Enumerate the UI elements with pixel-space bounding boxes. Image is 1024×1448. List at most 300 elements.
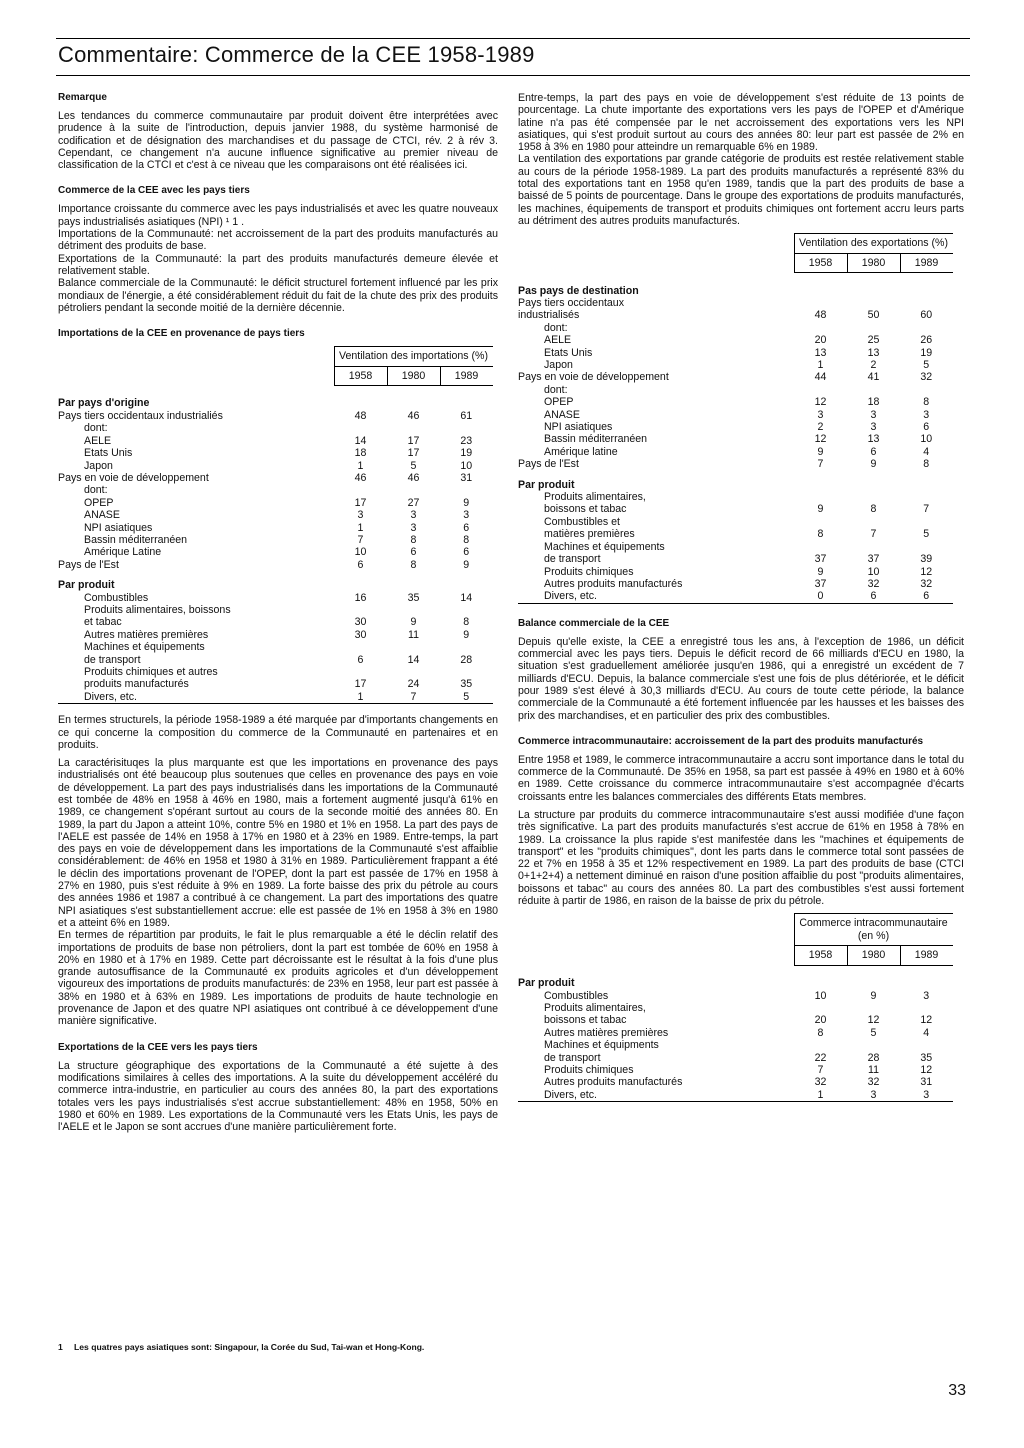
table-row: [518, 322, 953, 334]
table-cell: 14: [460, 591, 473, 604]
table-cell: 41: [867, 371, 880, 384]
table-cell: [794, 965, 847, 989]
table-cell: 12: [920, 1063, 933, 1076]
table-year-header: 1989: [440, 366, 493, 385]
table-row-label: NPI asiatiques: [84, 521, 153, 534]
table-row: [518, 528, 953, 540]
table-cell: 5: [923, 359, 930, 372]
table-cell: 0: [794, 590, 847, 603]
table-section-heading: Pas pays de destination: [518, 284, 639, 297]
table-cell: 7: [387, 691, 440, 704]
table-cell: 23: [460, 434, 473, 447]
table-cell: [440, 641, 493, 653]
table-cell: [334, 604, 387, 616]
table-row: [518, 396, 953, 408]
table-cell: 6: [357, 558, 364, 571]
table-row: [58, 484, 493, 496]
intra-table: [518, 913, 953, 1102]
table-row-label: Autres matières premières: [84, 628, 209, 641]
table-row: [518, 578, 953, 590]
table-row: [58, 497, 493, 509]
table-row-label: Bassin méditerranéen: [544, 433, 648, 446]
table-cell: [847, 273, 900, 297]
table-cell: 14: [407, 653, 420, 666]
table-row-label: Combustibles: [84, 591, 149, 604]
table-row: [58, 410, 493, 422]
table-year-header: 1980: [847, 946, 900, 965]
table-cell: [900, 322, 953, 334]
table-cell: [440, 604, 493, 616]
table-cell: 5: [410, 459, 417, 472]
table-cell: 20: [814, 1014, 827, 1027]
table-year-header: 1989: [900, 946, 953, 965]
table-cell: [440, 484, 493, 496]
table-cell: [387, 579, 440, 591]
table-cell: 32: [867, 1076, 880, 1089]
table-row: [58, 435, 493, 447]
table-row-label: ANASE: [544, 408, 580, 421]
table-row: [58, 422, 493, 434]
table-row-label: Produits chimiques et autres: [84, 666, 218, 678]
table-cell: [387, 385, 440, 409]
table-row: [518, 516, 953, 528]
table-row-label: Autres produits manufacturés: [544, 1076, 683, 1089]
table-cell: 3: [923, 408, 930, 421]
table-row-label: matières premières: [544, 528, 635, 541]
table-row: [58, 546, 493, 558]
table-row-label: OPEP: [544, 396, 574, 409]
table-cell: 6: [847, 590, 900, 603]
table-cell: 9: [817, 565, 824, 578]
imports-paragraph-3: En termes de répartition par produits, le fait le plus remarquable a été le déclin relatif des importations de produits de base non pétroliers, dont la part est tombée de 60% en 1958 à 20% en 1980 et à 17% en 1989. Cette part décroissante est le résultat à la fois d'une plus grande autosuffisance de la Communauté ex produits agricoles et d'un développement vigoureux des importations de produits manufacturés: de 23% en 1958, leur part est passée à 38% en 1980 et à 63% en 1989. Les importations de produits de haute technologie en provenance de Japon et des quatre NPI asiatiques ont contribué à ce développement d'une manière significative.: [58, 929, 498, 1028]
table-cell: 3: [870, 408, 877, 421]
table-row-label: Combustibles: [544, 989, 609, 1002]
table-row: [58, 604, 493, 616]
table-row-label: Pays en voie de développement: [518, 371, 669, 384]
table-cell: 8: [463, 533, 470, 546]
footnote-mark: 1: [58, 1342, 63, 1352]
table-cell: [334, 666, 387, 678]
table-cell: 1: [794, 1089, 847, 1102]
table-cell: 3: [357, 509, 364, 522]
table-cell: 6: [900, 590, 953, 603]
table-cell: [334, 385, 387, 409]
table-row: [58, 666, 493, 678]
table-row-label: Produits alimentaires, boissons: [84, 603, 231, 616]
table-row-label: Autres matières premières: [544, 1026, 669, 1039]
table-row-label: NPI asiatiques: [544, 421, 613, 434]
table-row: [518, 566, 953, 578]
left-column: [58, 92, 498, 1139]
table-cell: [440, 385, 493, 409]
table-cell: 6: [463, 521, 470, 534]
table-cell: [900, 297, 953, 309]
table-cell: 37: [814, 577, 827, 590]
table-cell: 37: [814, 553, 827, 566]
table-cell: 10: [814, 989, 827, 1002]
table-row-label: dont:: [544, 383, 568, 396]
table-cell: [847, 541, 900, 553]
table-cell: 50: [867, 309, 880, 322]
table-row: [518, 1052, 953, 1064]
table-cell: [794, 491, 847, 503]
table-cell: [794, 273, 847, 297]
table-year-header: 1989: [900, 253, 953, 272]
table-cell: [794, 1002, 847, 1014]
table-row-label: Produits alimentaires,: [544, 491, 646, 504]
table-row: [518, 384, 953, 396]
table-row: [518, 1089, 953, 1102]
table-row-label: Amérique latine: [544, 445, 618, 458]
table-row: [518, 409, 953, 421]
table-cell: 3: [410, 521, 417, 534]
table-row-label: Pays tiers occidentaux industrialiés: [58, 409, 223, 422]
table-cell: 32: [920, 371, 933, 384]
table-cell: 22: [814, 1051, 827, 1064]
table-cell: 32: [867, 577, 880, 590]
table-caption: Ventilation des exportations (%): [794, 234, 953, 253]
table-row-label: produits manufacturés: [84, 678, 189, 691]
table-cell: 7: [357, 533, 364, 546]
table-row-label: Japon: [84, 459, 113, 472]
table-cell: 20: [814, 334, 827, 347]
table-row-label: Bassin méditerranéen: [84, 533, 188, 546]
imports-table: [58, 346, 493, 704]
table-cell: 7: [817, 1063, 824, 1076]
table-cell: 48: [354, 409, 367, 422]
table-cell: 7: [817, 458, 824, 471]
table-cell: 27: [407, 496, 420, 509]
table-cell: 14: [354, 434, 367, 447]
table-cell: 37: [867, 553, 880, 566]
table-cell: 13: [814, 346, 827, 359]
exports-paragraph-1: La structure géographique des exportations de la Communauté a été sujette à des modifications similaires à celles des importations. A la suite du développement accéléré du commerce intra-industrie, en particulier au cours des années 80, la part des exportations totales vers les pays industrialisés s'est accrue substantiellement: 48% en 1958, 50% en 1980 et 60% en 1989. Les exportations de la Communauté vers les Etats Unis, les pays de l'AELE et le Japon se sont accrues d'une manière particulièrement forte.: [58, 1059, 498, 1134]
table-section-heading: Par produit: [58, 579, 115, 592]
table-cell: [900, 516, 953, 528]
table-cell: [847, 479, 900, 491]
table-row-label: industrialisés: [518, 309, 580, 322]
table-row-label: Pays de l'Est: [518, 458, 579, 471]
table-cell: 6: [923, 421, 930, 434]
table-caption: Commerce intracommunautaire (en %): [794, 914, 953, 946]
table-cell: 46: [407, 471, 420, 484]
intra-paragraph-1: Entre 1958 et 1989, le commerce intracommunautaire a accru sont importance dans le total du commerce de la Communauté. De 35% en 1958, sa part est passée à 49% en 1980 et à 60% en 1989. Cette croissance du commerce intracommunautaire s'est accompagnée d'écarts croissants entre les balances commerciales des différents Etats membres.: [518, 753, 964, 803]
table-cell: 8: [870, 503, 877, 516]
table-cell: 9: [463, 558, 470, 571]
table-cell: 28: [867, 1051, 880, 1064]
table-cell: 6: [870, 445, 877, 458]
table-cell: [440, 579, 493, 591]
table-cell: 8: [923, 396, 930, 409]
imports-paragraph-1: En termes structurels, la période 1958-1989 a été marquée par d'importants changements en ce qui concerne la composition du commerce de la Communauté en partenaires et en produits.: [58, 714, 498, 751]
table-row-label: Produits chimiques: [544, 1063, 634, 1076]
table-cell: 16: [354, 591, 367, 604]
tiers-paragraph-4: Balance commerciale de la Communauté: le déficit structurel fortement influencé par les prix mondiaux de l'énergie, a été considérablement réduit du fait de la chute des prix des produits pétroliers pendant la seconde moitié de la dernière décennie.: [58, 277, 498, 314]
table-cell: 10: [354, 546, 367, 559]
table-corner: [518, 234, 794, 253]
right-column: [518, 92, 964, 1112]
exports-paragraph-3: La ventilation des exportations par grande catégorie de produits est restée relativement stable au cours de la période 1958-1989. La part des produits manufacturés a représenté 83% du total des exportations tant en 1958 qu'en 1989, tandis que la part des produits de base a baissé de 5 points de pourcentage. Dans le groupe des exportations de produits manufacturés, les machines, équipements de transport et produits chimiques ont fortement accru leurs parts au détriment des autres produits manufacturés.: [518, 153, 964, 227]
table-cell: 35: [407, 591, 420, 604]
table-cell: 7: [870, 528, 877, 541]
table-cell: 3: [847, 1089, 900, 1102]
table-cell: 18: [867, 396, 880, 409]
table-row-label: Produits alimentaires,: [544, 1001, 646, 1014]
table-row-label: Pays tiers occidentaux: [518, 296, 624, 309]
table-cell: [847, 384, 900, 396]
table-cell: 17: [407, 434, 420, 447]
table-row: [58, 534, 493, 546]
table-row-label: de transport: [84, 653, 141, 666]
table-year-header: 1980: [387, 366, 440, 385]
table-cell: 6: [357, 653, 364, 666]
table-cell: 7: [923, 503, 930, 516]
table-cell: [900, 1039, 953, 1051]
table-row-label: dont:: [544, 321, 568, 334]
table-row-label: Pays de l'Est: [58, 558, 119, 571]
table-row-label: boissons et tabac: [544, 1014, 627, 1027]
table-cell: [794, 541, 847, 553]
table-row-label: Divers, etc.: [518, 1089, 794, 1102]
table-row-label: Machines et équipements: [84, 641, 205, 654]
table-row-label: AELE: [84, 434, 112, 447]
table-cell: 17: [354, 496, 367, 509]
table-cell: [387, 422, 440, 434]
table-row-label: de transport: [544, 553, 601, 566]
table-cell: 11: [868, 1063, 879, 1076]
table-row: [518, 347, 953, 359]
table-cell: 35: [460, 678, 473, 691]
table-cell: [794, 1039, 847, 1051]
table-row: [518, 1076, 953, 1088]
table-cell: 1: [817, 359, 824, 372]
table-cell: [900, 273, 953, 297]
table-year-header: 1958: [794, 253, 847, 272]
table-row-label: Divers, etc.: [518, 590, 794, 603]
intra-paragraph-2: La structure par produits du commerce intracommunautaire s'est aussi modifiée d'une façon très significative. La part des produits manufacturés s'est accrue de 61% en 1958 à 78% en 1989. La croissance la plus rapide s'est manifestée dans les "machines et équipements de transport" et les "produits chimiques", dont les parts dans le commerce total sont passées de 22 et 7% en 1958 à 35 et 12% respectivement en 1989. La part des produits de base (CTCI 0+1+2+4) a nettement diminué en raison d'une position affaiblie du post "produits alimentaires, boissons et tabac" au cours des années 80. La part des combustibles s'est aussi fortement réduite à partir de 1986, en raison de la baisse de prix du pétrole.: [518, 809, 964, 908]
table-gap: [518, 471, 794, 479]
table-cell: 1: [357, 459, 364, 472]
table-row-label: dont:: [84, 422, 108, 435]
tiers-heading: Commerce de la CEE avec les pays tiers: [58, 185, 250, 197]
table-cell: 17: [407, 447, 420, 460]
table-row-label: Divers, etc.: [58, 691, 334, 704]
table-cell: 10: [460, 459, 473, 472]
table-cell: 46: [407, 409, 420, 422]
table-cell: 8: [817, 1026, 824, 1039]
balance-heading: Balance commerciale de la CEE: [518, 617, 670, 629]
table-row: [58, 616, 493, 628]
table-row-label: Combustibles et: [544, 515, 620, 528]
table-cell: 1: [334, 691, 387, 704]
table-row: [58, 559, 493, 571]
table-cell: [900, 1002, 953, 1014]
table-section-heading: Par pays d'origine: [58, 397, 150, 410]
table-cell: 61: [460, 409, 473, 422]
table-cell: 3: [463, 509, 470, 522]
table-row: [58, 522, 493, 534]
table-row: [518, 359, 953, 371]
table-cell: [440, 666, 493, 678]
tiers-paragraph-3: Exportations de la Communauté: la part des produits manufacturés demeure élevée et relativement stable.: [58, 252, 498, 277]
table-row-label: Amérique Latine: [84, 546, 162, 559]
table-cell: 13: [867, 433, 880, 446]
table-cell: [440, 422, 493, 434]
table-cell: [334, 641, 387, 653]
table-cell: 48: [814, 309, 827, 322]
table-row-label: OPEP: [84, 496, 114, 509]
table-row-label: Pays en voie de développement: [58, 471, 209, 484]
footnote: [58, 1342, 424, 1352]
table-cell: 10: [867, 565, 880, 578]
table-cell: 3: [817, 408, 824, 421]
table-cell: 9: [410, 616, 417, 629]
table-cell: 12: [814, 396, 827, 409]
table-cell: 28: [460, 653, 473, 666]
table-cell: 9: [870, 458, 877, 471]
table-row-label: Japon: [544, 359, 573, 372]
table-row: [58, 509, 493, 521]
table-cell: 46: [354, 471, 367, 484]
table-cell: [334, 484, 387, 496]
table-cell: [794, 322, 847, 334]
table-corner: [518, 253, 794, 272]
table-year-header: 1958: [794, 946, 847, 965]
table-cell: [900, 965, 953, 989]
table-cell: 31: [920, 1076, 933, 1089]
table-row-label: et tabac: [84, 616, 122, 629]
remarque-text: Les tendances du commerce communautaire par produit doivent être interprétées avec prudence à la suite de l'introduction, depuis janvier 1988, du système harmonisé de codification et de désignation des marchandises et du passage de CTCI, rév. 2 à rév 3. Cependant, ce changement n'a aucune influence significative au premier niveau de classification de la CTCI et c'est à ce niveau que les comparaisons ont été réalisées ici.: [58, 110, 498, 172]
table-cell: 1: [357, 521, 364, 534]
table-cell: 8: [410, 558, 417, 571]
footnote-text: Les quatres pays asiatiques sont: Singapour, la Corée du Sud, Tai-wan et Hong-Kong.: [74, 1342, 425, 1352]
table-cell: 3: [923, 989, 930, 1002]
table-row: [518, 1039, 953, 1051]
table-row: [58, 447, 493, 459]
exports-table: [518, 233, 953, 603]
table-cell: 5: [923, 528, 930, 541]
table-corner: [518, 914, 794, 946]
table-row-label: AELE: [544, 334, 572, 347]
table-cell: 12: [920, 565, 933, 578]
table-row-label: Produits chimiques: [544, 565, 634, 578]
table-row: [518, 491, 953, 503]
exports-paragraph-2: Entre-temps, la part des pays en voie de développement s'est réduite de 13 points de pourcentage. La chute importante des exportations vers les pays de l'OPEP et d'Amérique latine n'a pas été compensée par le net accroissement des exportations vers les NPI asiatiques, qui s'est produit surtout au cours des années 80: leur part est passée de 2% en 1958 à 3% en 1980 pour atteindre un remarquable 6% en 1989.: [518, 92, 964, 154]
page-number: 33: [948, 1382, 966, 1399]
table-cell: 9: [463, 628, 470, 641]
table-row-label: ANASE: [84, 509, 120, 522]
table-row-label: dont:: [84, 484, 108, 497]
table-row-label: Machines et équipements: [544, 540, 665, 553]
table-cell: 3: [900, 1089, 953, 1102]
table-cell: 17: [354, 678, 367, 691]
tiers-paragraph-2: Importations de la Communauté: net accroissement de la part des produits manufacturés au détriment des produits de base.: [58, 228, 498, 253]
table-cell: 2: [817, 421, 824, 434]
table-cell: [900, 479, 953, 491]
table-year-header: 1980: [847, 253, 900, 272]
table-cell: 19: [460, 447, 473, 460]
table-row: [518, 309, 953, 321]
table-cell: 25: [867, 334, 880, 347]
table-row: [58, 641, 493, 653]
tiers-paragraph-1: Importance croissante du commerce avec les pays industrialisés et avec les quatre nouveaux pays industrialisés asiatiques (NPI) ¹ 1 .: [58, 203, 498, 228]
table-corner: [58, 366, 334, 385]
page-title-bar: [56, 38, 970, 76]
table-row: [58, 592, 493, 604]
table-cell: 30: [354, 616, 367, 629]
table-cell: [900, 384, 953, 396]
table-cell: [847, 1002, 900, 1014]
table-cell: 8: [463, 616, 470, 629]
table-row: [518, 1002, 953, 1014]
table-row: [518, 334, 953, 346]
table-cell: 9: [817, 445, 824, 458]
table-caption: Ventilation des importations (%): [334, 347, 493, 366]
table-cell: 2: [870, 359, 877, 372]
table-row: [518, 990, 953, 1002]
table-cell: [847, 516, 900, 528]
table-row: [518, 433, 953, 445]
table-row: [518, 1027, 953, 1039]
table-cell: [847, 297, 900, 309]
table-cell: [334, 579, 387, 591]
table-section-heading: Par produit: [518, 478, 575, 491]
table-cell: 12: [867, 1014, 880, 1027]
table-row-label: Etats Unis: [544, 346, 593, 359]
balance-paragraph: Depuis qu'elle existe, la CEE a enregistré tous les ans, à l'exception de 1986, un déficit commercial avec les pays tiers. Depuis le déficit record de 66 milliards d'ECU en 1980, la situation s'est graduellement améliorée jusqu'en 1986, qui a enregistré un excédent de 7 milliards d'ECU. Depuis, la balance commerciale s'est une fois de plus détériorée, et le déficit pour 1989 s'est élevé à 30,3 milliards d'ECU. Au cours de toute cette période, la balance commerciale de la Communauté a été fortement influencée par les hausses et les baisses des prix des marchandises, et en particulier des prix des combustibles.: [518, 635, 964, 722]
table-cell: 12: [920, 1014, 933, 1027]
table-cell: 60: [920, 309, 933, 322]
table-row: [518, 1064, 953, 1076]
table-cell: 9: [463, 496, 470, 509]
table-row: [58, 472, 493, 484]
table-cell: [794, 297, 847, 309]
table-cell: 8: [923, 458, 930, 471]
table-row: [58, 460, 493, 472]
table-cell: 8: [817, 528, 824, 541]
table-row: [518, 371, 953, 383]
table-cell: [847, 491, 900, 503]
table-row-label: Machines et équipments: [544, 1039, 659, 1052]
table-cell: [847, 1039, 900, 1051]
table-cell: [900, 491, 953, 503]
table-cell: [847, 965, 900, 989]
table-row: [518, 553, 953, 565]
table-cell: [387, 641, 440, 653]
imports-paragraph-2: La caractérisituqes la plus marquante est que les importations en provenance des pays industrialisés ont été beaucoup plus soutenues que celles en provenance des pays en voie de développement. La part des pays industrialisés dans les importations de la Communauté est tombée de 48% en 1958 à 46% en 1980, mais a fortement augmenté jusqu'à 61% en 1989, ce changement s'opérant surtout au cours de la seconde moitié des années 80. En 1989, la part du Japon a atteint 10%, contre 5% en 1980 et 1% en 1958. La part des pays de l'AELE est passée de 14% en 1958 à 17% en 1980 et à 23% en 1989. Entre-temps, la part des pays en voie de développement dans les importations de la Communauté s'est affaiblie considérablement: de 46% en 1958 et 1980 à 31% en 1989. Particulièrement frappant a été le déclin des importations provenant de l'OPEP, dont la part est passée de 17% en 1958 à 27% en 1980, puis s'est réduite à 9% en 1989. La forte baisse des prix du pétrole au cours des années 1986 et 1987 a contribué à ce changement. La part des importations des quatre NPI asiatiques s'est substantiellement accrue: elle est passée de 1% en 1958 à 3% en 1980 et a atteint 6% en 1989.: [58, 757, 498, 929]
page-title: Commentaire: Commerce de la CEE 1958-1989: [58, 42, 535, 67]
table-section-heading: Par produit: [518, 977, 575, 990]
table-cell: 11: [408, 628, 419, 641]
table-row-label: de transport: [544, 1051, 601, 1064]
table-cell: [794, 479, 847, 491]
table-cell: 24: [407, 678, 420, 691]
table-row: [58, 654, 493, 666]
table-cell: 44: [814, 371, 827, 384]
table-row: [58, 691, 493, 704]
table-row: [518, 503, 953, 515]
table-cell: [794, 384, 847, 396]
table-row: [518, 541, 953, 553]
table-cell: 3: [410, 509, 417, 522]
table-cell: 10: [920, 433, 933, 446]
table-cell: 3: [870, 421, 877, 434]
table-cell: 5: [870, 1026, 877, 1039]
table-cell: [847, 322, 900, 334]
table-corner: [58, 347, 334, 366]
table-row-label: Autres produits manufacturés: [544, 577, 683, 590]
table-cell: 9: [870, 989, 877, 1002]
